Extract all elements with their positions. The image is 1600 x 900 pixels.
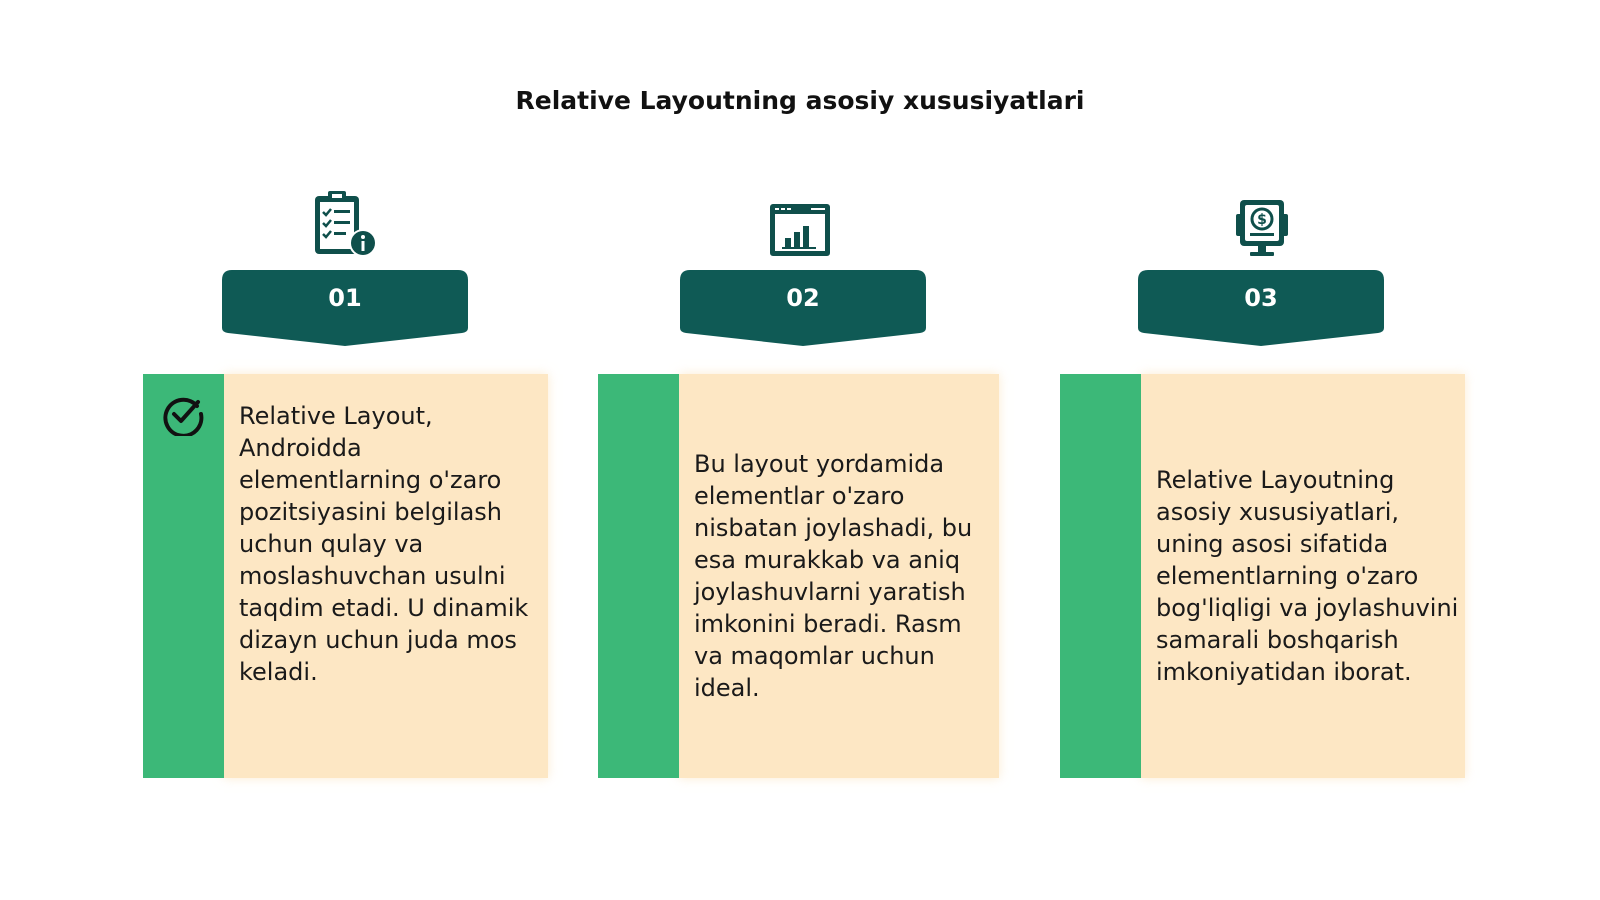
card-body (224, 374, 548, 778)
card-text: Relative Layoutning asosiy xususiyatlari, uning asosi sifatida elementlarning o'zaro bog'liqligi va joylashuvini samarali boshqarish imkoniyatidan iborat. (1156, 466, 1459, 686)
info-card (1060, 374, 1465, 778)
card-text: Relative Layout, Androidda elementlarning o'zaro pozitsiyasini belgilash uchun qulay va moslashuvchan usulni taqdim etadi. U dinamik dizayn uchun juda mos keladi. (239, 402, 529, 686)
card-body (1141, 374, 1465, 778)
step-badge-02 (680, 270, 926, 348)
card-text: Bu layout yordamida elementlar o'zaro nisbatan joylashadi, bu esa murakkab va aniq joylashuvlarni yaratish imkonini beradi. Rasm va maqomlar uchun ideal. (694, 450, 973, 702)
step-badge-01 (222, 270, 468, 348)
card-body (679, 374, 999, 778)
step-badge-03 (1138, 270, 1384, 348)
dollar-device-icon (1222, 186, 1302, 258)
browser-bar-chart-icon (760, 186, 840, 258)
step-number: 03 (1244, 284, 1278, 312)
check-circle-icon (161, 392, 205, 436)
step-number: 02 (786, 284, 820, 312)
step-number: 01 (328, 284, 362, 312)
card-stripe (143, 374, 224, 778)
card-stripe (598, 374, 679, 778)
info-card (598, 374, 999, 778)
card-stripe (1060, 374, 1141, 778)
page-title: Relative Layoutning asosiy xususiyatlari (515, 86, 1085, 115)
info-card (143, 374, 548, 778)
svg-text:$: $ (1257, 212, 1267, 228)
clipboard-checklist-info-icon (305, 186, 385, 258)
